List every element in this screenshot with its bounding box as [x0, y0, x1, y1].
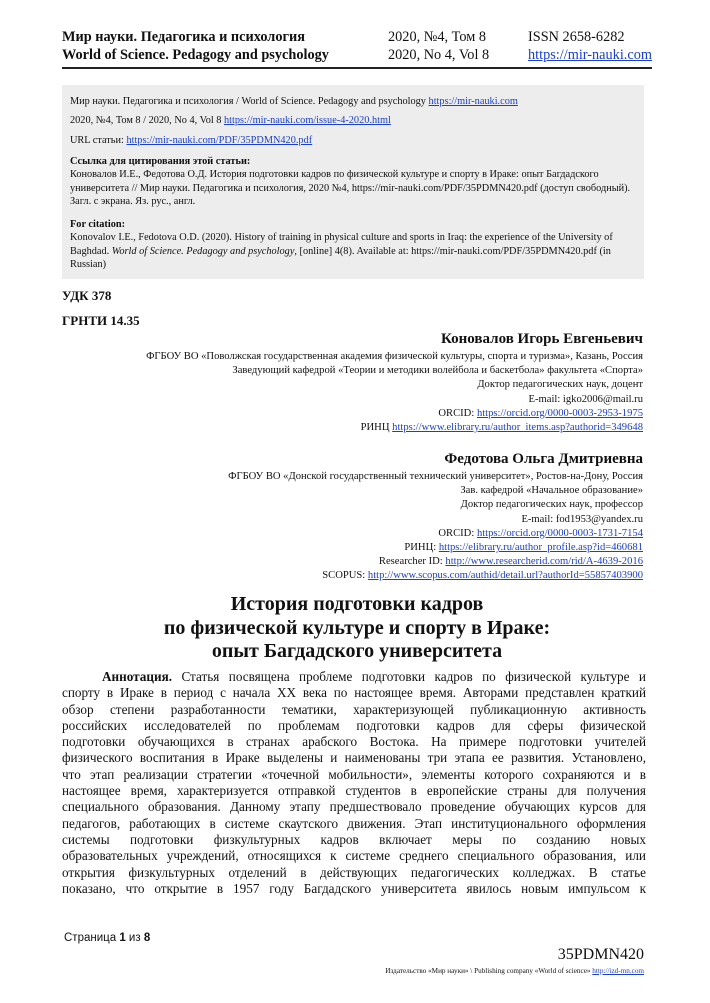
- abstract: [62, 669, 646, 897]
- journal-site-link[interactable]: https://mir-nauki.com: [527, 47, 652, 63]
- issue-ru: 2020, №4, Том 8: [388, 29, 486, 45]
- researcher-id-link[interactable]: http://www.researcherid.com/rid/A-4639-2016: [445, 556, 643, 568]
- header-divider: [62, 67, 652, 69]
- article-title: [62, 593, 652, 664]
- citation-ru-heading: Ссылка для цитирования этой статьи:: [70, 156, 251, 167]
- citation-en-text: Konovalov I.E., Fedotova O.D. (2020). History of training in physical culture and sports in Iraq: the experience of the University of Baghdad. World of Science. Pedagogy and psychology, [online] 4(8). Available at: https://mir-nauki.com/PDF/35PDMN420.pdf (in Russian): [70, 232, 613, 271]
- citation-journal-line: Мир науки. Педагогика и психология / World of Science. Pedagogy and psychology https://mir-nauki.com: [70, 96, 518, 107]
- citation-url-line: URL статьи: https://mir-nauki.com/PDF/35PDMN420.pdf: [70, 135, 313, 146]
- rinc-link[interactable]: https://elibrary.ru/author_profile.asp?id=460681: [438, 542, 643, 554]
- author-block-2: [83, 450, 643, 584]
- author-email: E-mail: igko2006@mail.ru: [528, 393, 643, 405]
- abstract-line: настоящее время, характеризуется отправкой студентов в европейские страны для получения: [62, 783, 646, 799]
- author-degree: Доктор педагогических наук, доцент: [477, 379, 643, 391]
- author-orcid: ORCID: https://orcid.org/0000-0003-2953-1975: [438, 407, 643, 419]
- abstract-line: специального образования. Данному этапу предшествовало проведение обучающих курсов для: [62, 799, 646, 815]
- orcid-link[interactable]: https://orcid.org/0000-0003-1731-7154: [476, 527, 643, 539]
- author-scopus: SCOPUS: http://www.scopus.com/authid/detail.url?authorId=55857403900: [322, 570, 643, 582]
- issue-link[interactable]: https://mir-nauki.com/issue-4-2020.html: [224, 115, 391, 126]
- scopus-link[interactable]: http://www.scopus.com/authid/detail.url?authorId=55857403900: [367, 570, 643, 582]
- author-rinc: РИНЦ: https://elibrary.ru/author_profile.asp?id=460681: [404, 542, 643, 554]
- page-number: Страница 1 из 8: [64, 932, 151, 944]
- author-position: Заведующий кафедрой «Теории и методики волейбола и баскетбола» факультета «Спорта»: [232, 365, 643, 377]
- udk-code: УДК 378: [62, 288, 112, 303]
- abstract-line: открытия физкультурных отделений в действующих педагогических колледжах. В статье: [62, 864, 646, 880]
- author-email: E-mail: fod1953@yandex.ru: [521, 513, 643, 525]
- abstract-label: Аннотация.: [102, 669, 173, 684]
- journal-title-en: World of Science. Pedagogy and psychology: [62, 47, 329, 63]
- orcid-link[interactable]: https://orcid.org/0000-0003-2953-1975: [476, 407, 643, 419]
- author-position: Зав. кафедрой «Начальное образование»: [460, 485, 643, 497]
- author-organization: ФГБОУ ВО «Донской государственный технический университет», Ростов-на-Дону, Россия: [228, 471, 643, 482]
- abstract-line: что этап реализации стратегии «точечной мобильности», элементы которого сохраняются и в: [62, 766, 646, 782]
- publisher-line: Издательство «Мир науки» \ Publishing company «World of science» http://izd-mn.com: [385, 967, 644, 975]
- abstract-line: системы подготовки физкультурных кадров включает меры по созданию новых: [62, 831, 646, 847]
- citation-en-heading: For citation:: [70, 219, 125, 230]
- abstract-line: показано, что открытие в 1957 году Багдадского университета явилось новым импульсом к: [62, 880, 646, 896]
- author-name: Коновалов Игорь Евгеньевич: [441, 331, 643, 347]
- abstract-line: российских исследователей по проблемам подготовки кадров для сферы физической: [62, 717, 646, 733]
- author-orcid: ORCID: https://orcid.org/0000-0003-1731-7154: [438, 527, 643, 539]
- title-line: История подготовки кадров: [230, 593, 484, 615]
- citation-en: [70, 218, 638, 272]
- author-researcher-id: Researcher ID: http://www.researcherid.com/rid/A-4639-2016: [378, 556, 643, 568]
- article-code: 35PDMN420: [557, 946, 644, 963]
- author-block-1: [83, 330, 643, 435]
- abstract-line: спорту в Ираке в период с начала XX века по настоящее время. Авторами представлен краткий: [62, 685, 646, 701]
- citation-issue-line: 2020, №4, Том 8 / 2020, No 4, Vol 8 https://mir-nauki.com/issue-4-2020.html: [70, 115, 391, 126]
- citation-box: [62, 85, 644, 279]
- abstract-line: подготовки обучающихся в странах арабского Востока. На примере подготовки учителей: [62, 734, 646, 750]
- author-rinc: РИНЦ https://www.elibrary.ru/author_items.asp?authorid=349648: [360, 422, 643, 434]
- title-line: по физической культуре и спорту в Ираке:: [163, 616, 551, 639]
- abstract-line: педагогов, работающих в системе скаутского движения. Этап институционального оформления: [62, 815, 646, 831]
- abstract-line: Аннотация. Статья посвящена проблеме подготовки кадров по физической культуре и: [102, 669, 646, 684]
- title-line: опыт Багдадского университета: [211, 640, 503, 662]
- abstract-line: физического воспитания в Ираке выделены и наименованы три этапа ее развития. Установлено,: [62, 750, 646, 766]
- citation-ru-text: Коновалов И.Е., Федотова О.Д. История подготовки кадров по физической культуре и спорту в Ираке: опыт Багдадского университета // Мир науки. Педагогика и психология, 2020 №4, https://mir-nauki.com/PDF/35PDMN420.pdf (доступ свободный). Загл. с экрана. Яз. рус., англ.: [70, 169, 631, 208]
- issn: ISSN 2658-6282: [528, 29, 625, 45]
- journal-link[interactable]: https://mir-nauki.com: [428, 96, 518, 107]
- issue-en: 2020, No 4, Vol 8: [387, 47, 490, 63]
- author-degree: Доктор педагогических наук, профессор: [460, 499, 643, 511]
- citation-ru: [70, 155, 638, 209]
- rinc-link[interactable]: https://www.elibrary.ru/author_items.asp?authorid=349648: [392, 422, 643, 434]
- journal-title-ru: Мир науки. Педагогика и психология: [62, 29, 305, 45]
- abstract-line: обзор степени разработанности тематики, характеризующей публикационную активность: [62, 701, 646, 717]
- author-name: Федотова Ольга Дмитриевна: [444, 451, 643, 467]
- publisher-link[interactable]: http://izd-mn.com: [592, 967, 644, 975]
- author-organization: ФГБОУ ВО «Поволжская государственная академия физической культуры, спорта и туризма», Казань, Россия: [146, 351, 643, 362]
- journal-header: [62, 28, 652, 64]
- abstract-line: образовательных учреждений, относящихся к системе среднего специального образования, или: [62, 848, 646, 864]
- article-pdf-link[interactable]: https://mir-nauki.com/PDF/35PDMN420.pdf: [126, 135, 313, 146]
- grnti-code: ГРНТИ 14.35: [62, 313, 140, 328]
